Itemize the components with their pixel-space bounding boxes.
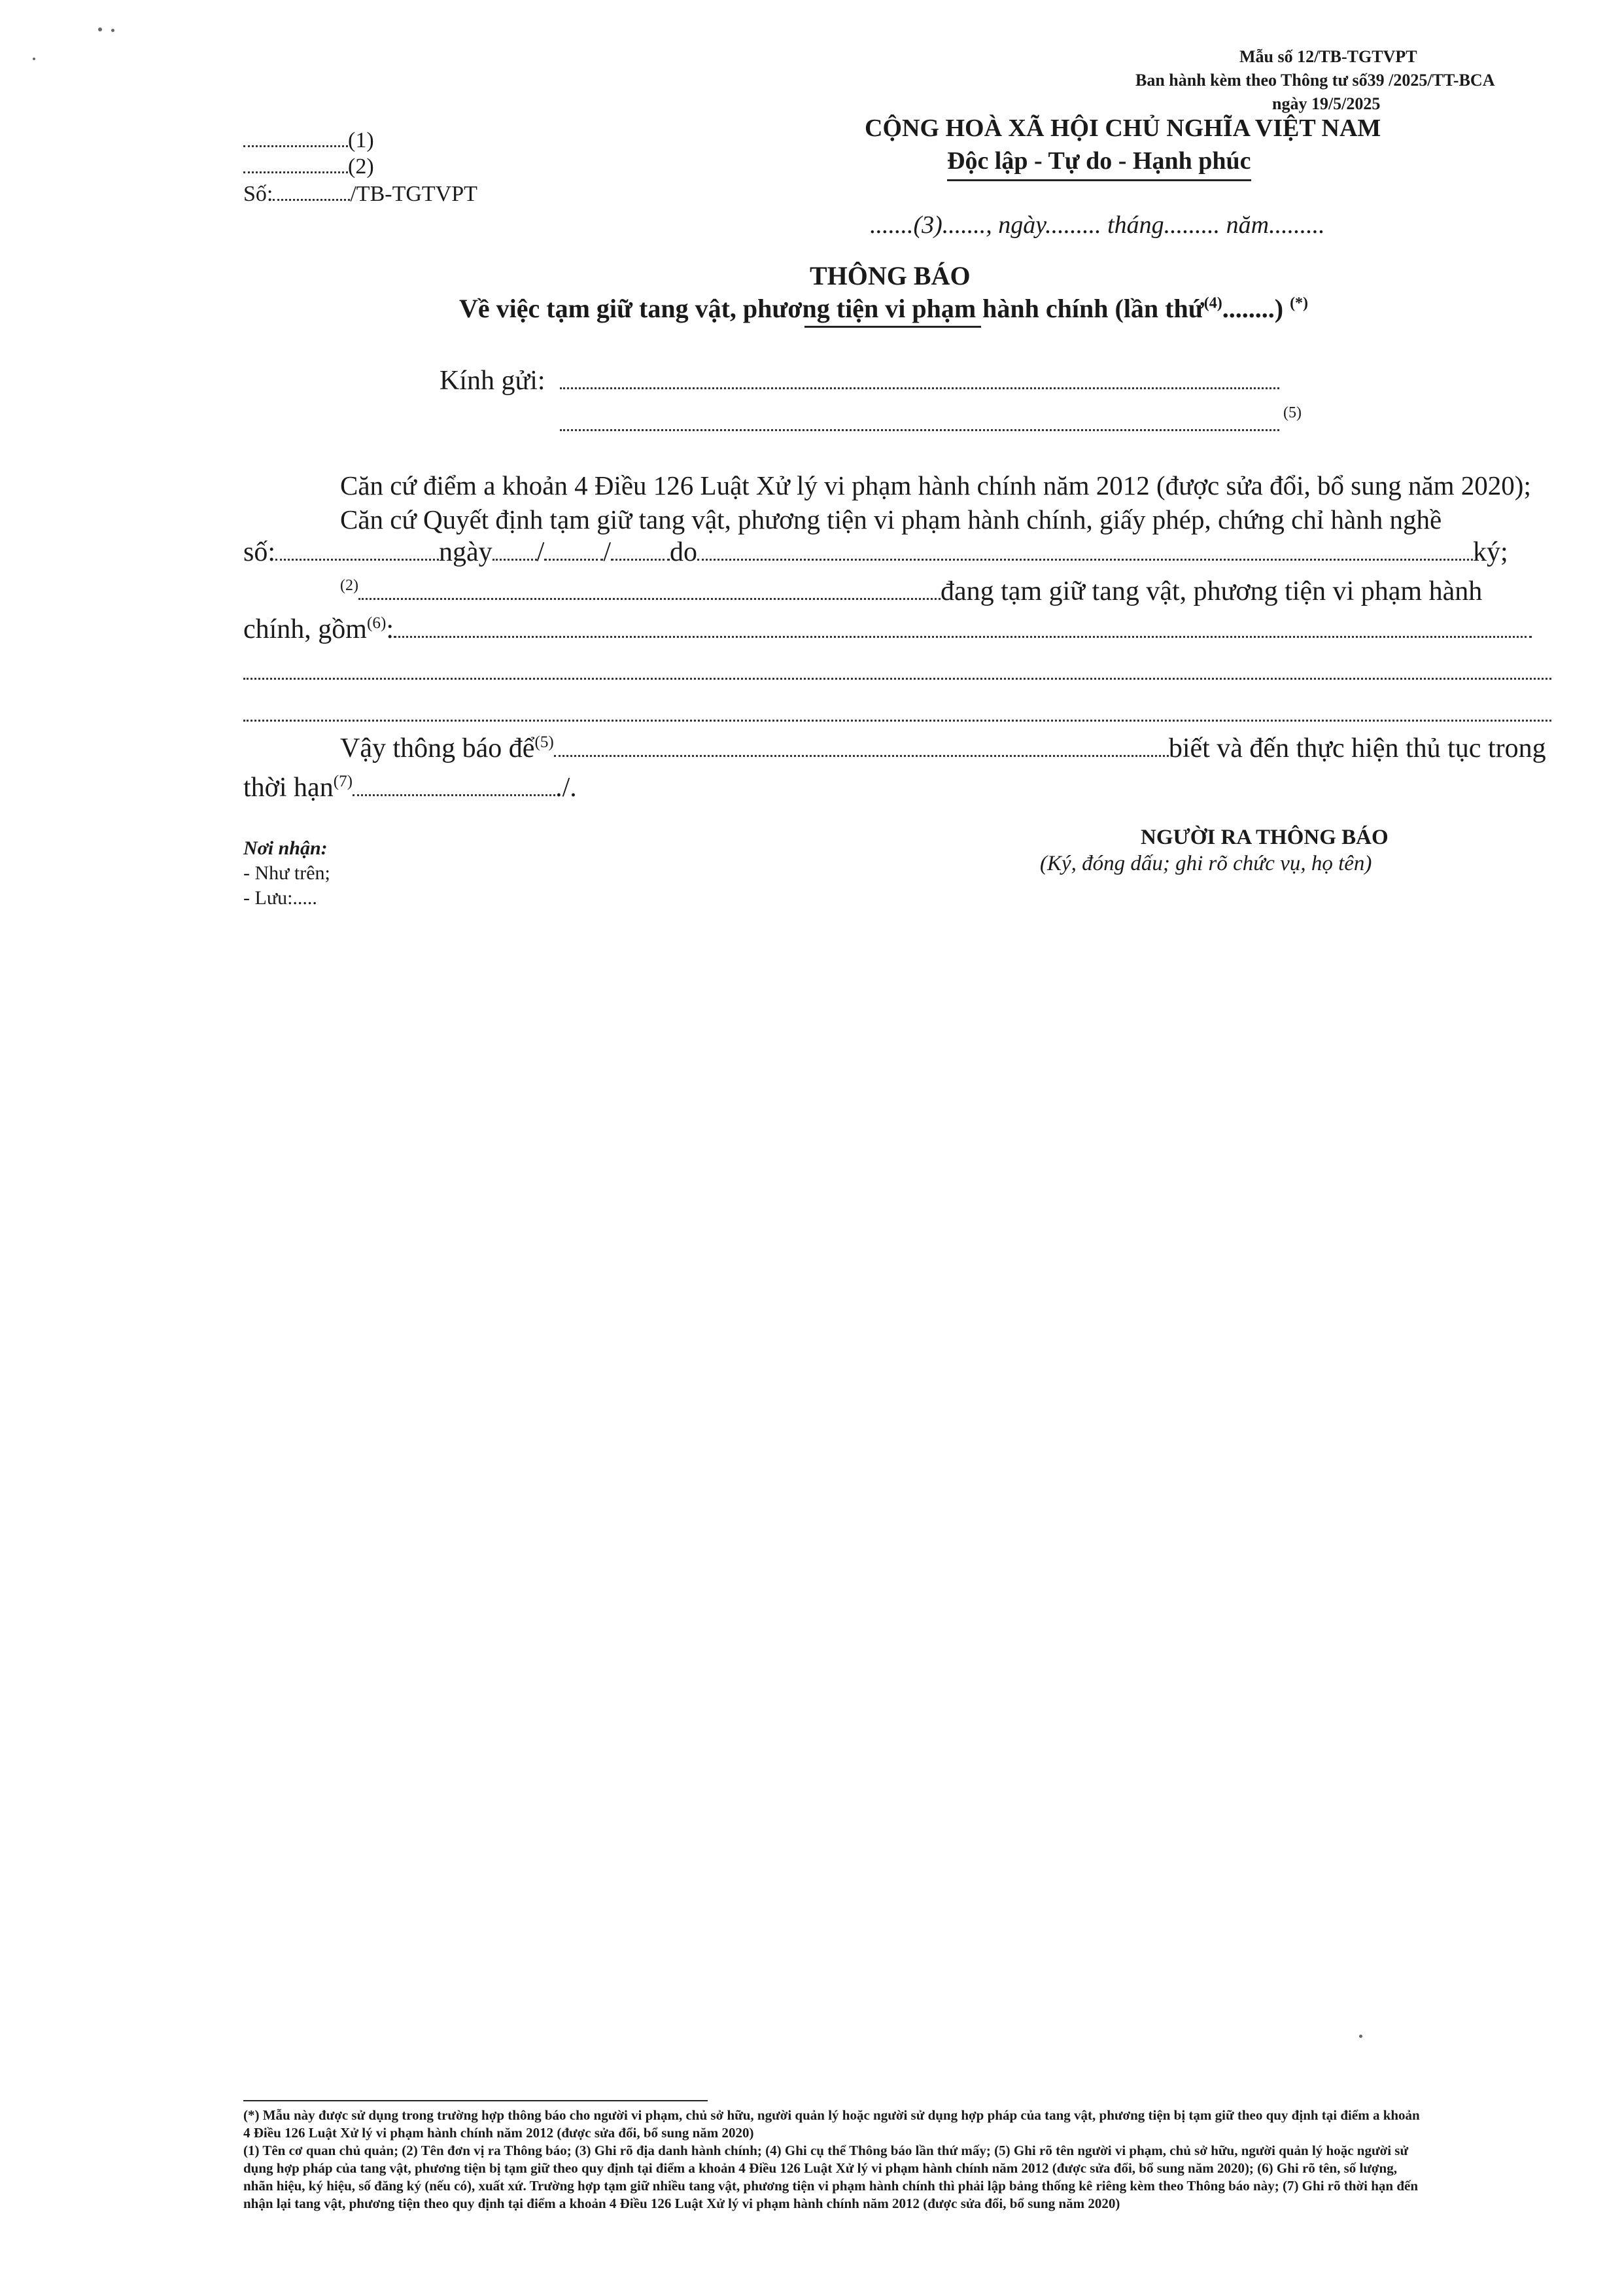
footnote-list-4: nhận lại tang vật, phương tiện theo quy định tại điểm a khoản 4 Điều 126 Luật Xử lý vi phạm hành chính năm 2012 (được sửa đổi, bổ sung năm 2020): [243, 2196, 1120, 2211]
recipient-label: Kính gửi:: [440, 366, 545, 396]
issuer-line-2: (2): [243, 154, 374, 179]
dotted-blank: [697, 558, 1473, 561]
signer-note: (Ký, đóng dấu; ghi rõ chức vụ, họ tên): [1040, 852, 1372, 875]
scan-speck: [98, 27, 102, 31]
national-motto: CỘNG HOÀ XÃ HỘI CHỦ NGHĨA VIỆT NAM: [865, 114, 1381, 142]
dotted-blank: [611, 558, 670, 561]
scan-speck: [1359, 2035, 1362, 2038]
items-line-3: [243, 720, 1551, 722]
dotted-blank: [275, 558, 439, 561]
dotted-blank: [492, 558, 537, 561]
place-date: .......(3)......., ngày......... tháng......... năm.........: [870, 211, 1325, 239]
decision-reference: số: ngày / / do ký;: [243, 537, 1508, 567]
form-issued-date: ngày 19/5/2025: [1272, 94, 1381, 113]
legal-basis-2: Căn cứ Quyết định tạm giữ tang vật, phương tiện vi phạm hành chính, giấy phép, chứng chỉ hành nghề: [340, 504, 1442, 534]
footnote-list-2: dụng hợp pháp của tang vật, phương tiện bị tạm giữ theo quy định tại điểm a khoản 4 Điều 126 Luật Xử lý vi phạm hành chính năm 2012 (được sửa đổi, bổ sung năm 2020); (6) Ghi rõ tên, số lượng,: [243, 2160, 1397, 2176]
recipients-item-2: - Lưu:.....: [243, 887, 317, 909]
scan-speck: [111, 29, 114, 32]
footnote-list-1: (1) Tên cơ quan chủ quản; (2) Tên đơn vị ra Thông báo; (3) Ghi rõ địa danh hành chính; (4) Ghi cụ thể Thông báo lần thứ mấy; (5) Ghi rõ tên người vi phạm, chủ sở hữu, người quản lý hoặc người sử: [243, 2143, 1409, 2158]
scan-speck: [33, 58, 35, 60]
slogan-underline: [947, 179, 1251, 181]
document-subtitle: Về việc tạm giữ tang vật, phương tiện vi phạm hành chính (lần thứ$^{(4)}$........) (*): [459, 294, 1309, 323]
notice-purpose: Vậy thông báo để$^{(5)}$ biết và đến thực hiện thủ tục trong: [340, 733, 1546, 763]
issuer-line-1: (1): [243, 128, 374, 153]
footnote-star: (*) Mẫu này được sử dụng trong trường hợp thông báo cho người vi phạm, chủ sở hữu, người quản lý hoặc người sử dụng hợp pháp của tang vật, phương tiện bị tạm giữ theo quy định tại điểm a khoản: [243, 2107, 1420, 2123]
document-number: Số: /TB-TGTVPT: [243, 182, 477, 206]
form-issued-with: Ban hành kèm theo Thông tư số39 /2025/TT-BCA: [1135, 71, 1495, 90]
holding-unit-line: $^{(2)}$ đang tạm giữ tang vật, phương tiện vi phạm hành: [340, 576, 1483, 606]
form-number: Mẫu số 12/TB-TGTVPT: [1239, 47, 1417, 66]
recipient-line-2: [560, 429, 1279, 431]
items-line-1: chính, gồm$^{(6)}$:: [243, 614, 1532, 645]
dotted-blank: [358, 597, 941, 600]
items-line-2: [243, 678, 1551, 680]
footnote-star-cont: 4 Điều 126 Luật Xử lý vi phạm hành chính năm 2012 (được sửa đổi, bổ sung năm 2020): [243, 2125, 754, 2141]
dotted-blank: [243, 145, 348, 147]
deadline-line: thời hạn$^{(7)}$ ./.: [243, 773, 577, 803]
recipient-line-1: [560, 387, 1279, 389]
dotted-blank: [353, 794, 555, 796]
signer-title: NGƯỜI RA THÔNG BÁO: [1141, 826, 1389, 849]
dotted-blank: [554, 754, 1169, 757]
dotted-blank: [273, 198, 350, 201]
legal-basis-1: Căn cứ điểm a khoản 4 Điều 126 Luật Xử lý vi phạm hành chính năm 2012 (được sửa đổi, bổ sung năm 2020);: [340, 470, 1531, 500]
dotted-blank: [394, 635, 1532, 638]
document-title: THÔNG BÁO: [810, 261, 971, 290]
dotted-blank: [544, 558, 603, 561]
national-slogan: Độc lập - Tự do - Hạnh phúc: [947, 147, 1251, 175]
recipients-title: Nơi nhận:: [243, 837, 328, 859]
recipients-item-1: - Như trên;: [243, 862, 330, 884]
footnote-list-3: nhãn hiệu, ký hiệu, số đăng ký (nếu có), xuất xứ. Trường hợp tạm giữ nhiều tang vật, phương tiện vi phạm hành chính thì phải lập bảng thống kê riêng kèm theo Thông báo này; (7) Ghi rõ thời hạn đến: [243, 2178, 1419, 2194]
footnote-separator: [243, 2100, 708, 2101]
subtitle-underline: [804, 326, 981, 328]
recipient-marker: (5): [1283, 404, 1302, 421]
dotted-blank: [243, 171, 348, 173]
